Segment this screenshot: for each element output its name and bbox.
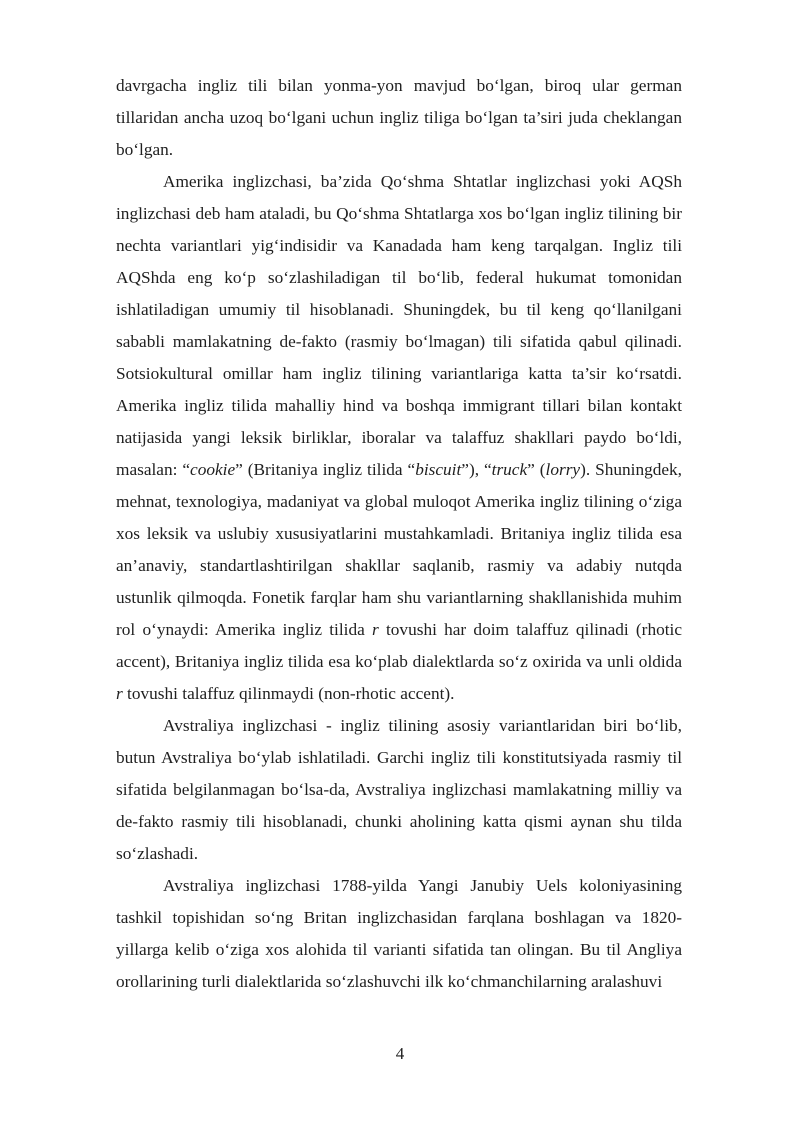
italic-term-cookie: cookie: [190, 460, 236, 479]
quote-mark: “: [182, 460, 191, 479]
paragraph-text: Amerika inglizchasi, ba’zida Qo‘shma Shtatlar inglizchasi yoki AQSh inglizchasi deb ham ataladi, bu Qo‘shma Shtatlarga xos bo‘lgan ingliz tilining bir nechta variantlari yig‘indisidir va Kanadada ham keng tarqalgan. Ingliz tili AQShda eng ko‘p so‘zlashiladigan til bo‘lib, federal hukumat tomonidan ishlatiladigan umumiy til hisoblanadi. Shuningdek, bu til keng qo‘llanilgani sababli mamlakatning de-fakto (rasmiy bo‘lmagan) tili sifatida qabul qilinadi. Sotsiokultural omillar ham ingliz tilining variantlariga katta ta’sir ko‘rsatdi. Amerika ingliz tilida mahalliy hind va boshqa immigrant tillari bilan kontakt natijasida yangi leksik birliklar, iboralar va talaffuz shakllari paydo bo‘ldi, masalan:: [116, 172, 682, 479]
body-text: [116, 70, 682, 998]
italic-letter-r: r: [116, 684, 123, 703]
italic-term-truck: truck: [491, 460, 528, 479]
paragraph-australian-english: Avstraliya inglizchasi - ingliz tilining asosiy variantlaridan biri bo‘lib, butun Avstraliya bo‘ylab ishlatiladi. Garchi ingliz tili konstitutsiyada rasmiy til sifatida belgilanmagan bo‘lsa-da, Avstraliya inglizchasi mamlakatning milliy va de-fakto rasmiy tili hisoblanadi, chunki aholining katta qismi aynan shu tilda so‘zlashadi.: [116, 716, 682, 863]
italic-letter-r: r: [372, 620, 379, 639]
paragraph-continuation: davrgacha ingliz tili bilan yonma-yon mavjud bo‘lgan, biroq ular german tillaridan ancha uzoq bo‘lgani uchun ingliz tiliga bo‘lgan ta’siri juda cheklangan bo‘lgan.: [116, 76, 682, 159]
paragraph-text: tovushi talaffuz qilinmaydi (non-rhotic accent).: [122, 684, 455, 703]
italic-term-biscuit: biscuit: [415, 460, 462, 479]
paragraph-text: ” (Britaniya ingliz tilida “: [235, 460, 416, 479]
paragraph-text: ”), “: [461, 460, 492, 479]
italic-term-lorry: lorry: [545, 460, 581, 479]
paragraph-text: tovushi har doim talaffuz qilinadi (rhotic accent), Britaniya ingliz tilida esa ko‘plab dialektlarda so‘z oxirida va unli oldida: [116, 620, 682, 671]
paragraph-australian-history: Avstraliya inglizchasi 1788-yilda Yangi Janubiy Uels koloniyasining tashkil topishidan so‘ng Britan inglizchasidan farqlana boshlagan va 1820-yillarga kelib o‘ziga xos alohida til varianti sifatida tan olingan. Bu til Angliya orollarining turli dialektlarida so‘zlashuvchi ilk ko‘chmanchilarning aralashuvi: [116, 876, 682, 991]
paragraph-american-english: [116, 166, 682, 710]
page-number: 4: [395, 1044, 405, 1063]
paragraph-text: ). Shuningdek, mehnat, texnologiya, madaniyat va global muloqot Amerika ingliz tilining o‘ziga xos leksik va uslubiy xususiyatlarini mustahkamladi. Britaniya ingliz tilida esa an’anaviy, standartlashtirilgan shakllar saqlanib, rasmiy va adabiy nutqda ustunlik qilmoqda. Fonetik farqlar ham shu variantlarning shakllanishida muhim rol o‘ynaydi: Amerika ingliz tilida: [116, 460, 682, 639]
paragraph-text: ” (: [527, 460, 546, 479]
